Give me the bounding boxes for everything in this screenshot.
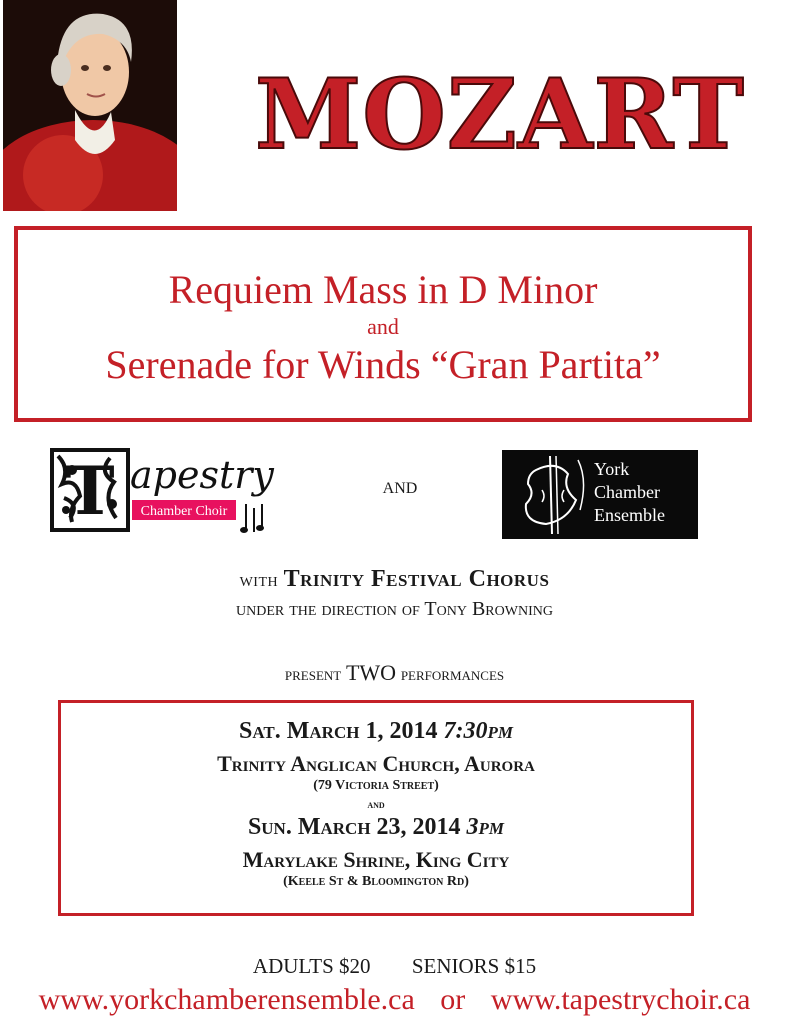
mozart-portrait bbox=[3, 0, 177, 211]
tapestry-name: apestry bbox=[130, 453, 274, 497]
program-work-requiem: Requiem Mass in D Minor bbox=[168, 267, 598, 312]
logos-connector: AND bbox=[382, 480, 418, 497]
york-website-link[interactable]: www.yorkchamberensemble.ca bbox=[38, 983, 415, 1016]
present-after: performances bbox=[400, 664, 505, 685]
page-title: MOZART bbox=[255, 58, 745, 171]
performance-address: (Keele St & Bloomington Rd) bbox=[283, 874, 469, 889]
present-count: TWO bbox=[345, 660, 397, 685]
performance-address: (79 Victoria Street) bbox=[313, 778, 439, 793]
price-adults: ADULTS $20 bbox=[252, 954, 371, 978]
tapestry-logo-graphic bbox=[50, 448, 280, 540]
tapestry-initial: T bbox=[65, 452, 115, 530]
tapestry-website-link[interactable]: www.tapestrychoir.ca bbox=[490, 983, 751, 1016]
with-word: with bbox=[239, 569, 279, 591]
collaboration-line bbox=[0, 566, 789, 593]
present-before: present bbox=[284, 664, 342, 685]
york-line2: Chamber bbox=[594, 482, 660, 502]
portrait-illustration bbox=[3, 0, 177, 211]
performance-time: 7:30pm bbox=[443, 718, 513, 744]
performance-connector: and bbox=[367, 797, 385, 811]
links-or: or bbox=[440, 983, 466, 1016]
york-logo-text bbox=[594, 458, 665, 527]
present-line bbox=[0, 660, 789, 686]
program-work-serenade: Serenade for Winds “Gran Partita” bbox=[105, 342, 661, 387]
york-line3: Ensemble bbox=[594, 505, 665, 525]
tapestry-logo bbox=[50, 448, 280, 540]
performance-date: Sat. March 1, 2014 7:30pm bbox=[239, 718, 513, 744]
price-seniors: SENIORS $15 bbox=[411, 954, 537, 978]
performance-time: 3pm bbox=[466, 814, 505, 840]
york-line1: York bbox=[594, 459, 630, 479]
violin-icon bbox=[506, 450, 596, 539]
program-conjunction: and bbox=[367, 314, 399, 339]
york-chamber-ensemble-logo bbox=[502, 450, 698, 539]
chorus-name: Trinity Festival Chorus bbox=[283, 566, 550, 592]
direction-line: under the direction of Tony Browning bbox=[236, 598, 553, 620]
website-links bbox=[0, 983, 789, 1017]
performance-venue: Trinity Anglican Church, Aurora bbox=[217, 751, 535, 776]
pricing bbox=[0, 954, 789, 979]
performances-box bbox=[58, 700, 694, 916]
program-box bbox=[14, 226, 752, 422]
performance-date: Sun. March 23, 2014 3pm bbox=[247, 814, 505, 840]
performance-venue: Marylake Shrine, King City bbox=[242, 847, 510, 872]
tapestry-subtitle: Chamber Choir bbox=[140, 504, 228, 519]
